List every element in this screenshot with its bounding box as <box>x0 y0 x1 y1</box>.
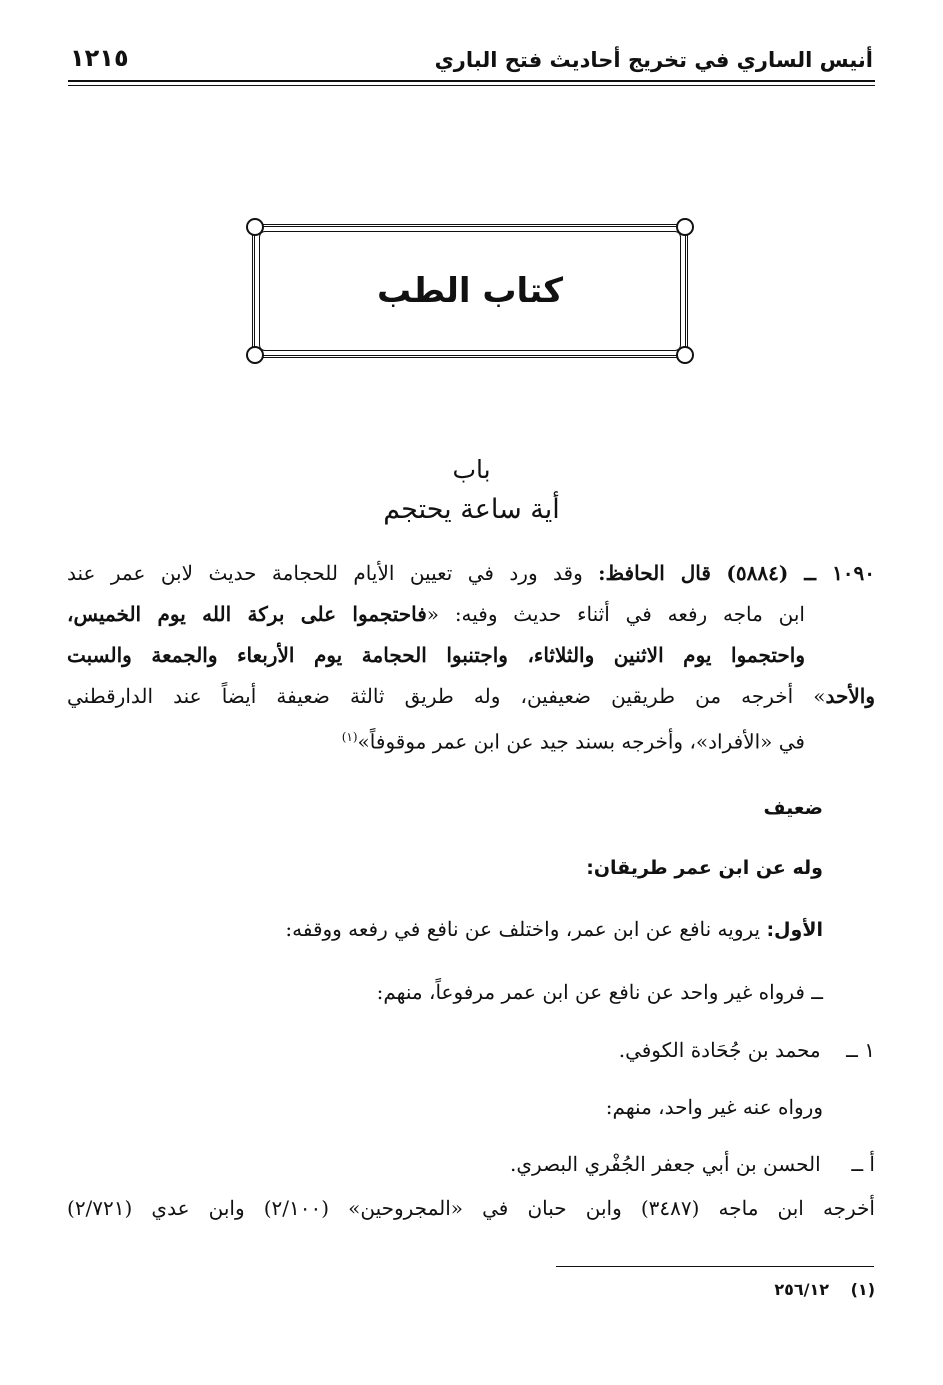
chapter-label: باب <box>452 455 491 484</box>
hadith-paragraph <box>67 553 875 763</box>
first-path-label: الأول: <box>766 919 823 941</box>
paths-intro: وله عن ابن عمر طريقان: <box>586 857 823 879</box>
narrator-item-a <box>510 1152 875 1176</box>
hadith-number: ١٠٩٠ ــ (٥٨٨٤) <box>726 561 876 585</box>
page-number: ١٢١٥ <box>70 44 129 72</box>
hadith-speaker: قال الحافظ: <box>598 561 711 585</box>
hadith-quote: واحتجموا يوم الاثنين والثلاثاء، واجتنبوا الحجامة يوم الأربعاء والجمعة والسبت <box>67 643 805 667</box>
hadith-line-2 <box>67 594 805 635</box>
footnote-text: ٢٥٦/١٢ <box>774 1280 830 1299</box>
footnote-rule <box>556 1266 874 1267</box>
citation-line: أخرجه ابن ماجه (٣٤٨٧) وابن حبان في «المجروحين» (٢/١٠٠) وابن عدي (٢/٧٢١) <box>67 1196 875 1220</box>
footnote <box>774 1280 875 1299</box>
hadith-text: » أخرجه من طريقين ضعيفين، وله طريق ثالثة ضعيفة أيضاً عند الدارقطني <box>67 684 826 708</box>
running-title: أنيس الساري في تخريج أحاديث فتح الباري <box>434 48 873 72</box>
narrator-name: محمد بن جُحَادة الكوفي. <box>618 1038 821 1062</box>
hadith-quote: فاحتجموا على بركة الله يوم الخميس، <box>67 602 427 626</box>
hadith-line-4 <box>67 676 875 717</box>
frame-corner-ornament <box>676 218 694 236</box>
hadith-line-5 <box>67 717 805 763</box>
narrator-sub-intro: ورواه عنه غير واحد، منهم: <box>605 1095 823 1119</box>
hadith-line-3 <box>67 635 805 676</box>
hadith-grade: ضعيف <box>763 797 823 819</box>
frame-corner-ornament <box>246 346 264 364</box>
first-path <box>285 917 823 941</box>
list-marker: أ ــ <box>851 1152 875 1176</box>
hadith-text: وقد ورد في تعيين الأيام للحجامة حديث لابن عمر عند <box>67 561 583 585</box>
narrators-intro: ــ فرواه غير واحد عن نافع عن ابن عمر مرفوعاً، منهم: <box>376 980 823 1004</box>
book-title-frame <box>252 224 688 358</box>
hadith-text: في «الأفراد»، وأخرجه بسند جيد عن ابن عمر موقوفاً» <box>357 729 805 754</box>
hadith-text: ابن ماجه رفعه في أثناء حديث وفيه: « <box>426 602 805 626</box>
hadith-line-1 <box>67 553 875 594</box>
footnote-reference: (١) <box>341 730 358 744</box>
footnote-mark: (١) <box>850 1280 875 1299</box>
narrator-name: الحسن بن أبي جعفر الجُفْري البصري. <box>510 1152 821 1176</box>
hadith-quote: والأحد <box>825 684 875 708</box>
list-marker: ١ ــ <box>846 1038 875 1062</box>
book-title: كتاب الطب <box>377 271 563 311</box>
chapter-title: أية ساعة يحتجم <box>383 494 560 525</box>
header-rule-thin <box>68 85 875 86</box>
header-rule <box>68 80 875 82</box>
narrator-item-1 <box>619 1038 875 1062</box>
first-path-text: يرويه نافع عن ابن عمر، واختلف عن نافع في رفعه ووقفه: <box>285 917 761 941</box>
